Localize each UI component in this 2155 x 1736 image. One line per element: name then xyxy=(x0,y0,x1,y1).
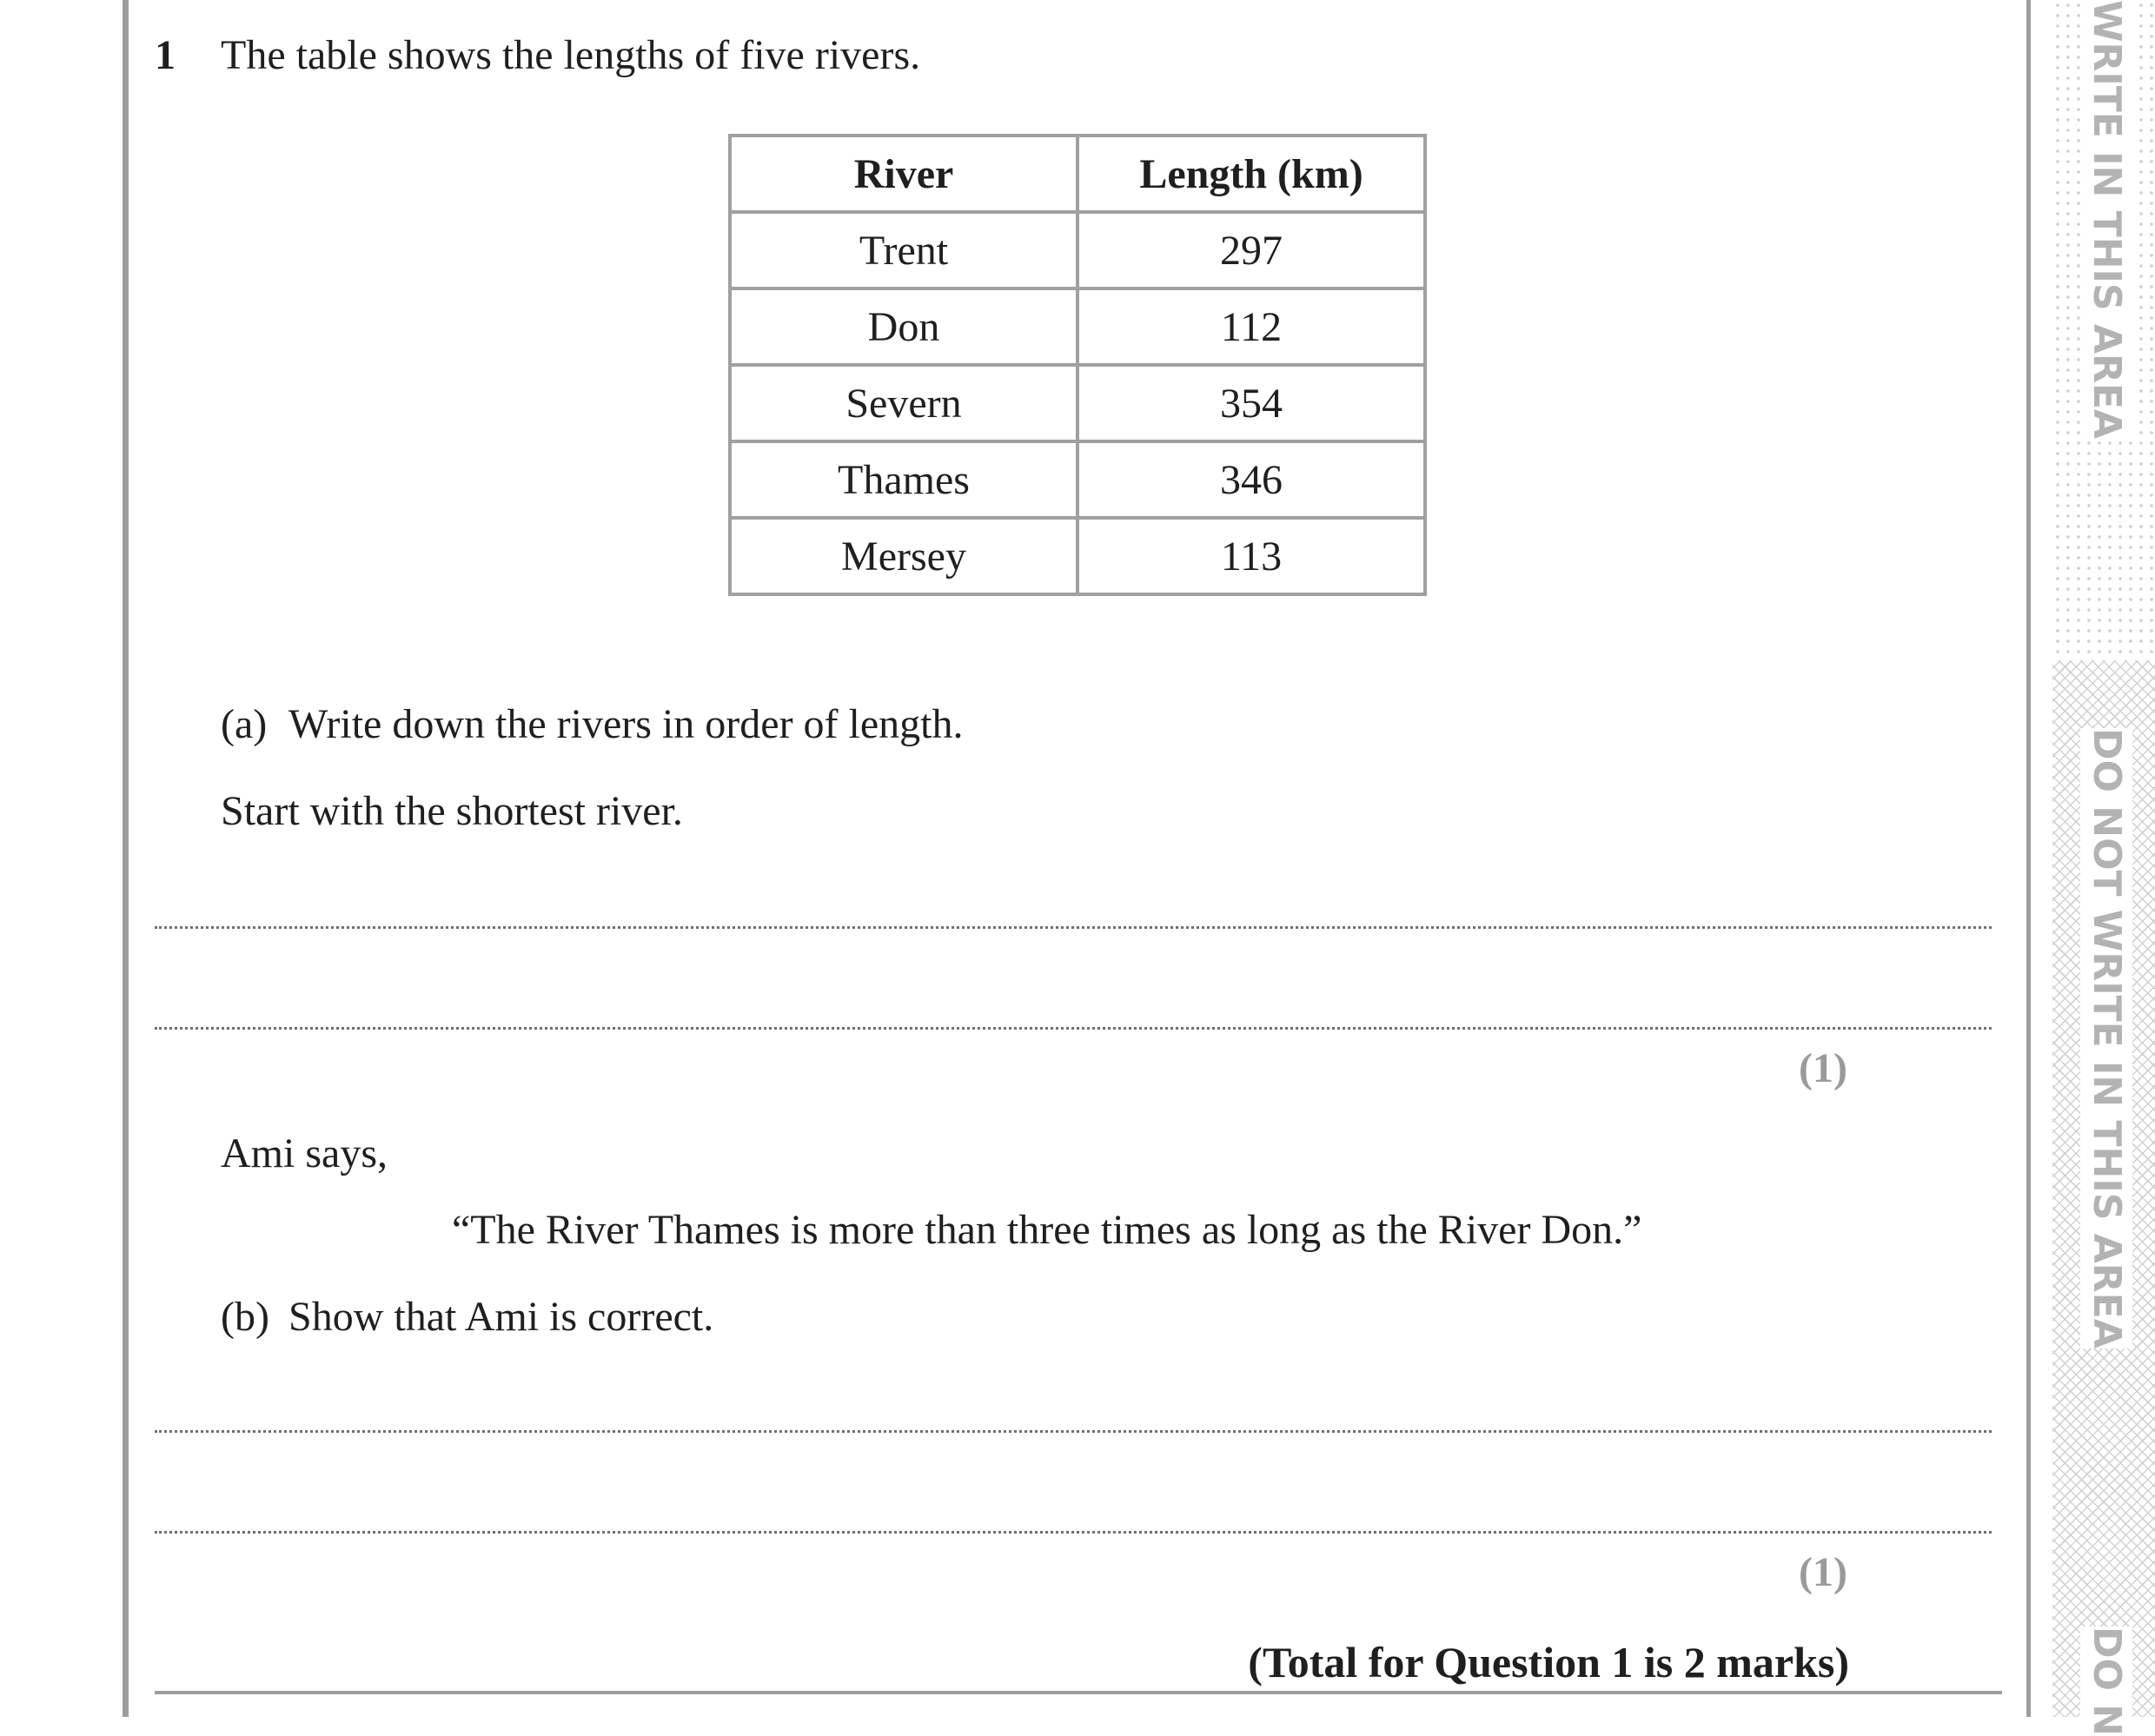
part-a-prompt: Write down the rivers in order of length. xyxy=(288,701,964,747)
question-intro: The table shows the lengths of five rivers. xyxy=(221,32,921,78)
part-b-prompt: Show that Ami is correct. xyxy=(288,1294,714,1340)
river-length-cell: 113 xyxy=(1078,518,1425,594)
part-a-instruction: Start with the shortest river. xyxy=(221,788,683,834)
table-row xyxy=(730,441,1425,518)
table-row xyxy=(730,288,1425,365)
right-border-rule xyxy=(2026,0,2031,1717)
river-name-cell: Don xyxy=(730,288,1078,365)
table-row xyxy=(730,212,1425,288)
part-a-label: (a) xyxy=(221,701,268,747)
question-total: (Total for Question 1 is 2 marks) xyxy=(1248,1638,1849,1686)
answer-line-a2[interactable] xyxy=(155,1027,1992,1030)
river-length-cell: 346 xyxy=(1078,441,1425,518)
part-a-marks: (1) xyxy=(1799,1045,1847,1091)
ami-says: Ami says, xyxy=(221,1130,388,1176)
river-name-cell: Mersey xyxy=(730,518,1078,594)
ami-quote: “The River Thames is more than three times as long as the River Don.” xyxy=(452,1207,1642,1253)
answer-line-b2[interactable] xyxy=(155,1531,1992,1534)
part-b-label: (b) xyxy=(221,1294,269,1340)
table-row xyxy=(730,518,1425,594)
river-length-cell: 297 xyxy=(1078,212,1425,288)
river-length-cell: 354 xyxy=(1078,365,1425,441)
table-header-length: Length (km) xyxy=(1078,136,1425,212)
margin-label-bottom: DO N xyxy=(2080,1627,2132,1736)
river-length-cell: 112 xyxy=(1078,288,1425,365)
question-number: 1 xyxy=(155,32,176,78)
left-border-rule xyxy=(123,0,129,1717)
margin-label-top: WRITE IN THIS AREA xyxy=(2080,0,2132,439)
river-name-cell: Severn xyxy=(730,365,1078,441)
rivers-table xyxy=(728,134,1427,596)
part-b-marks: (1) xyxy=(1799,1549,1847,1595)
table-header-row xyxy=(730,136,1425,212)
river-name-cell: Thames xyxy=(730,441,1078,518)
river-name-cell: Trent xyxy=(730,212,1078,288)
margin-label-middle: DO NOT WRITE IN THIS AREA xyxy=(2080,728,2132,1348)
table-row xyxy=(730,365,1425,441)
bottom-rule xyxy=(155,1691,2002,1694)
answer-line-b1[interactable] xyxy=(155,1430,1992,1433)
table-header-river: River xyxy=(730,136,1078,212)
answer-line-a1[interactable] xyxy=(155,926,1992,929)
